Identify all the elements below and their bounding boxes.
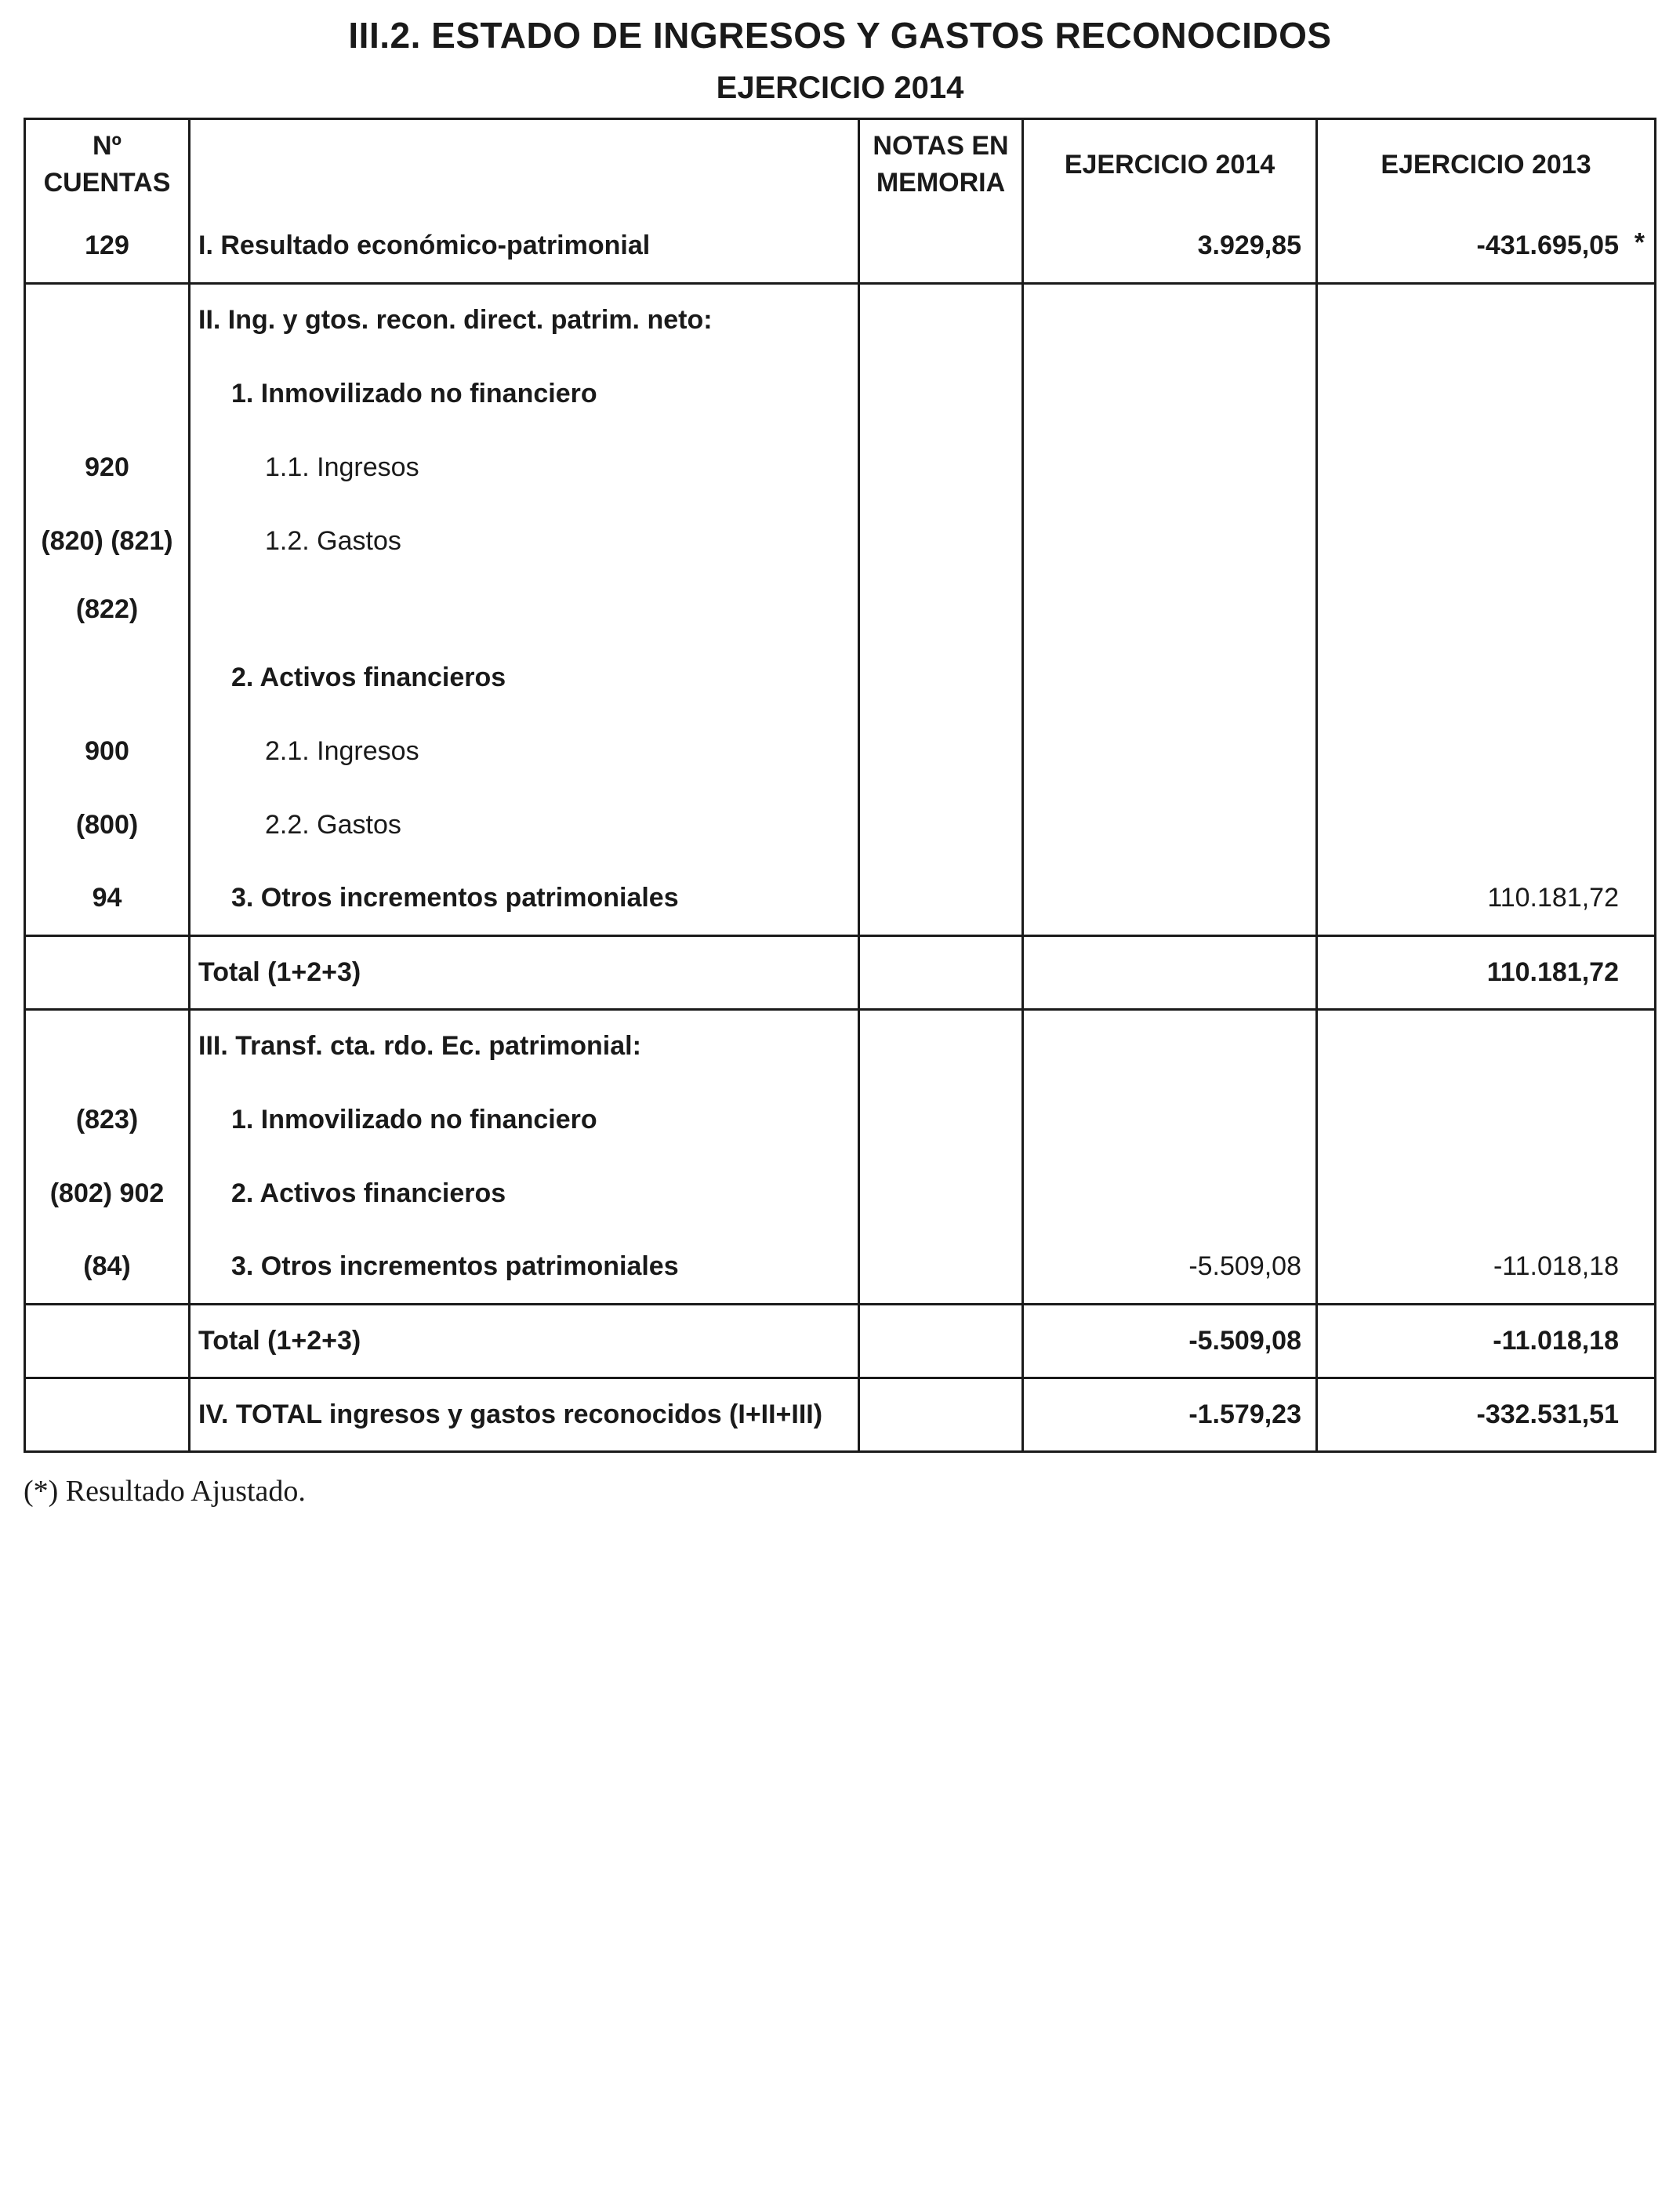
table-row xyxy=(25,357,1656,430)
header-year-2014: EJERCICIO 2014 xyxy=(1023,119,1317,210)
account-cell: 129 xyxy=(25,209,190,283)
header-year-2013: EJERCICIO 2013 xyxy=(1317,119,1656,210)
description-cell: Total (1+2+3) xyxy=(190,935,859,1009)
description-cell: 1. Inmovilizado no financiero xyxy=(190,357,859,430)
account-cell xyxy=(25,283,190,357)
value-2013-cell xyxy=(1317,430,1656,504)
notes-cell xyxy=(859,935,1023,1009)
account-cell: (822) xyxy=(25,578,190,641)
value-2014-cell xyxy=(1023,788,1317,862)
value-2013-cell xyxy=(1317,504,1656,578)
notes-cell xyxy=(859,578,1023,641)
header-notes-line1: NOTAS EN xyxy=(873,131,1009,161)
account-cell xyxy=(25,357,190,430)
notes-cell xyxy=(859,1230,1023,1304)
header-notes xyxy=(859,119,1023,210)
account-cell xyxy=(25,641,190,714)
value-2013-cell xyxy=(1317,578,1656,641)
table-row xyxy=(25,283,1656,357)
notes-cell xyxy=(859,1009,1023,1083)
value-2014-cell xyxy=(1023,1083,1317,1156)
table-row-total xyxy=(25,1304,1656,1378)
value-2014-cell xyxy=(1023,504,1317,578)
description-cell: Total (1+2+3) xyxy=(190,1304,859,1378)
value-2013-cell xyxy=(1317,714,1656,788)
value-2013-cell: -11.018,18 xyxy=(1317,1230,1656,1304)
notes-cell xyxy=(859,504,1023,578)
income-expense-statement-table xyxy=(24,118,1656,1453)
description-cell: 3. Otros incrementos patrimoniales xyxy=(190,1230,859,1304)
header-description xyxy=(190,119,859,210)
value-2013-text: -431.695,05 xyxy=(1476,230,1619,260)
table-row xyxy=(25,1083,1656,1156)
table-row xyxy=(25,1009,1656,1083)
account-cell: (800) xyxy=(25,788,190,862)
header-accounts xyxy=(25,119,190,210)
table-row xyxy=(25,1156,1656,1230)
description-cell: 1.1. Ingresos xyxy=(190,430,859,504)
table-row-grand-total xyxy=(25,1378,1656,1451)
account-cell xyxy=(25,935,190,1009)
adjusted-mark: * xyxy=(1634,227,1645,258)
table-row xyxy=(25,430,1656,504)
notes-cell xyxy=(859,641,1023,714)
table-row xyxy=(25,788,1656,862)
value-2013-cell: 110.181,72 xyxy=(1317,862,1656,935)
description-cell: 3. Otros incrementos patrimoniales xyxy=(190,862,859,935)
description-cell: 2.2. Gastos xyxy=(190,788,859,862)
value-2014-cell: 3.929,85 xyxy=(1023,209,1317,283)
table-row xyxy=(25,714,1656,788)
value-2013-cell xyxy=(1317,641,1656,714)
account-cell xyxy=(25,1304,190,1378)
value-2013-cell: 110.181,72 xyxy=(1317,935,1656,1009)
value-2014-cell: -1.579,23 xyxy=(1023,1378,1317,1451)
value-2013-cell: -332.531,51 xyxy=(1317,1378,1656,1451)
value-2013-cell xyxy=(1317,1083,1656,1156)
value-2013-cell xyxy=(1317,788,1656,862)
account-cell xyxy=(25,1378,190,1451)
description-cell: 2.1. Ingresos xyxy=(190,714,859,788)
value-2014-cell xyxy=(1023,935,1317,1009)
notes-cell xyxy=(859,430,1023,504)
value-2014-cell: -5.509,08 xyxy=(1023,1304,1317,1378)
description-cell: 2. Activos financieros xyxy=(190,1156,859,1230)
header-accounts-line2: CUENTAS xyxy=(43,168,171,198)
account-cell xyxy=(25,1009,190,1083)
table-row xyxy=(25,862,1656,935)
description-cell: IV. TOTAL ingresos y gastos reconocidos (I+II+III) xyxy=(190,1378,859,1451)
value-2014-cell xyxy=(1023,430,1317,504)
value-2014-cell xyxy=(1023,714,1317,788)
value-2014-cell xyxy=(1023,357,1317,430)
description-cell: III. Transf. cta. rdo. Ec. patrimonial: xyxy=(190,1009,859,1083)
notes-cell xyxy=(859,714,1023,788)
description-cell: 1. Inmovilizado no financiero xyxy=(190,1083,859,1156)
footnote: (*) Resultado Ajustado. xyxy=(24,1475,306,1508)
notes-cell xyxy=(859,1304,1023,1378)
notes-cell xyxy=(859,209,1023,283)
description-cell: 2. Activos financieros xyxy=(190,641,859,714)
account-cell: (823) xyxy=(25,1083,190,1156)
value-2014-cell xyxy=(1023,578,1317,641)
notes-cell xyxy=(859,1378,1023,1451)
notes-cell xyxy=(859,1083,1023,1156)
value-2014-cell xyxy=(1023,862,1317,935)
header-accounts-line1: Nº xyxy=(93,131,122,161)
value-2014-cell xyxy=(1023,283,1317,357)
description-cell: II. Ing. y gtos. recon. direct. patrim. neto: xyxy=(190,283,859,357)
notes-cell xyxy=(859,788,1023,862)
table-row-total xyxy=(25,935,1656,1009)
account-cell: (802) 902 xyxy=(25,1156,190,1230)
description-cell: I. Resultado económico-patrimonial xyxy=(190,209,859,283)
document-subtitle: EJERCICIO 2014 xyxy=(716,71,964,105)
table-row xyxy=(25,1230,1656,1304)
account-cell: (820) (821) xyxy=(25,504,190,578)
table-header-row xyxy=(25,119,1656,210)
description-cell xyxy=(190,578,859,641)
value-2013-cell xyxy=(1317,1156,1656,1230)
account-cell: (84) xyxy=(25,1230,190,1304)
value-2013-cell xyxy=(1317,357,1656,430)
table-row xyxy=(25,504,1656,578)
table-row xyxy=(25,641,1656,714)
notes-cell xyxy=(859,357,1023,430)
notes-cell xyxy=(859,1156,1023,1230)
account-cell: 900 xyxy=(25,714,190,788)
table-row xyxy=(25,578,1656,641)
value-2013-cell xyxy=(1317,209,1656,283)
value-2014-cell xyxy=(1023,1156,1317,1230)
value-2013-cell xyxy=(1317,1009,1656,1083)
value-2013-cell xyxy=(1317,283,1656,357)
notes-cell xyxy=(859,862,1023,935)
value-2013-cell: -11.018,18 xyxy=(1317,1304,1656,1378)
account-cell: 94 xyxy=(25,862,190,935)
value-2014-cell: -5.509,08 xyxy=(1023,1230,1317,1304)
account-cell: 920 xyxy=(25,430,190,504)
table-row xyxy=(25,209,1656,283)
value-2014-cell xyxy=(1023,641,1317,714)
notes-cell xyxy=(859,283,1023,357)
header-notes-line2: MEMORIA xyxy=(876,168,1006,198)
document-title: III.2. ESTADO DE INGRESOS Y GASTOS RECONOCIDOS xyxy=(348,15,1332,56)
value-2014-cell xyxy=(1023,1009,1317,1083)
description-cell: 1.2. Gastos xyxy=(190,504,859,578)
